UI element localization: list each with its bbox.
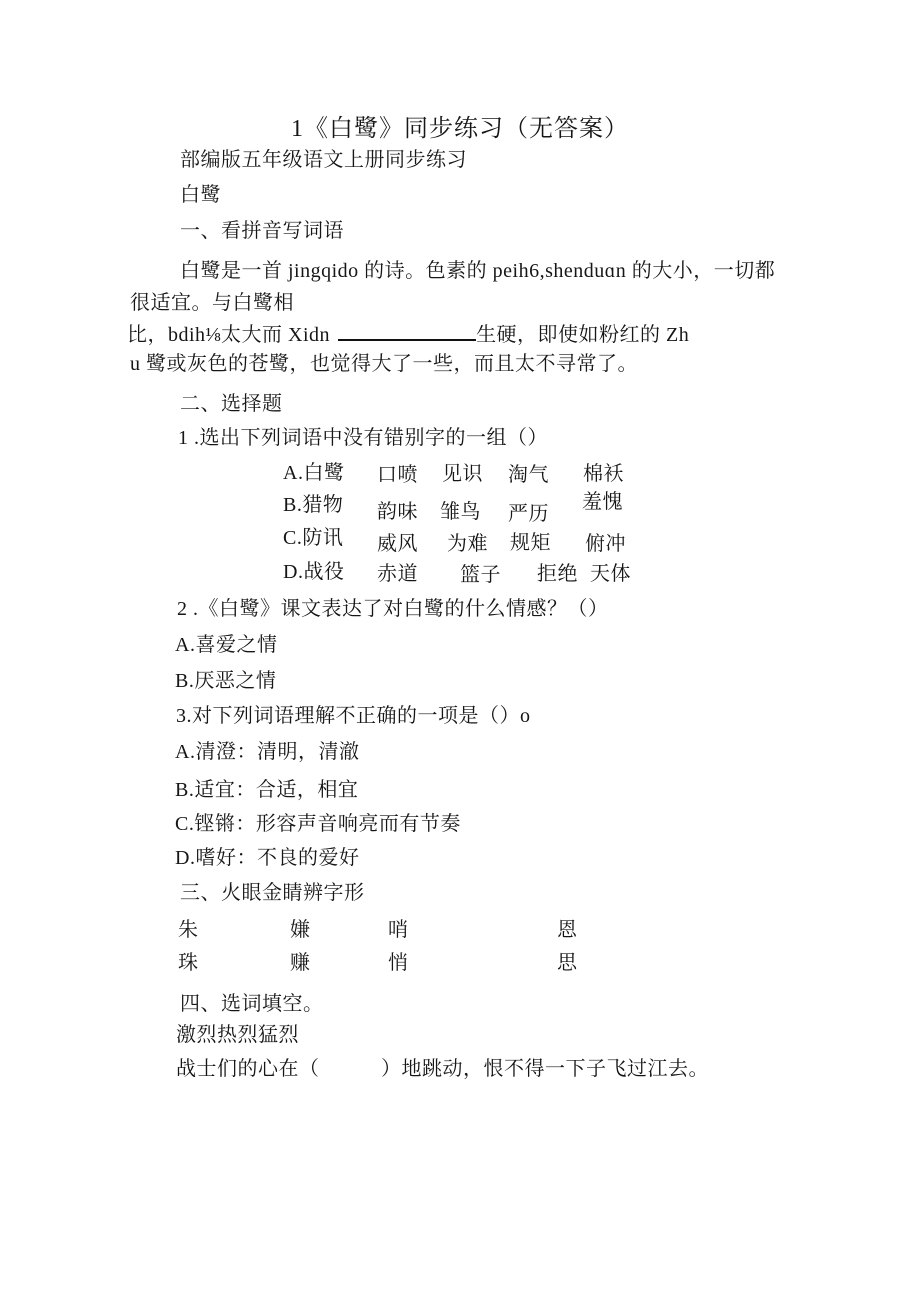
section-three-heading: 三、火眼金睛辨字形 (180, 882, 365, 904)
paragraph-line-4: u 鹭或灰色的苍鹭，也觉得大了一些，而且太不寻常了。 (130, 353, 638, 375)
paragraph-line-2: 很适宜。与白鹭相 (130, 292, 294, 314)
option-cell: A.白鹭 (283, 462, 345, 484)
question-3-option-c: C.铿锵：形容声音响亮而有节奏 (175, 813, 461, 835)
lesson-title: 白鹭 (180, 184, 221, 206)
fill-in-sentence: 战士们的心在（ ）地跳动，恨不得一下子飞过江去。 (176, 1058, 709, 1080)
character-cell: 哨 (388, 919, 409, 941)
question-3-option-b: B.适宜：合适，相宜 (175, 779, 359, 801)
question-2-option-b: B.厌恶之情 (175, 670, 277, 692)
option-cell: 雏鸟 (440, 501, 481, 523)
question-1-option-row-b (283, 491, 683, 525)
question-1-option-row-c (283, 527, 683, 553)
option-cell: 见识 (442, 463, 483, 485)
section-one-heading: 一、看拼音写词语 (180, 220, 344, 242)
option-cell: B.猎物 (283, 494, 344, 516)
word-bank: 激烈热烈猛烈 (176, 1024, 299, 1046)
page-title: 1《白鹭》同步练习（无答案） (291, 116, 629, 142)
option-cell: 篮子 (460, 564, 501, 586)
question-3-option-a: A.清澄：清明，清澈 (175, 741, 360, 763)
character-cell: 恩 (557, 919, 578, 941)
character-cell: 珠 (178, 952, 199, 974)
option-cell: 韵味 (377, 501, 418, 523)
question-1-stem: 1 .选出下列词语中没有错别字的一组（） (178, 427, 548, 449)
paragraph-line-3-text-after: 生硬，即使如粉红的 Zh (476, 324, 690, 346)
option-cell: 天体 (590, 563, 631, 585)
section-four-heading: 四、选词填空。 (180, 993, 324, 1015)
question-1-option-row-d (283, 561, 683, 587)
option-cell: 棉袄 (583, 463, 624, 485)
character-cell: 朱 (178, 919, 199, 941)
character-row-2 (178, 952, 678, 976)
subtitle: 部编版五年级语文上册同步练习 (180, 149, 467, 171)
question-2-option-a: A.喜爱之情 (175, 634, 278, 656)
option-cell: D.战役 (283, 561, 345, 583)
section-two-heading: 二、选择题 (180, 393, 283, 415)
question-1-option-row-a (283, 462, 683, 488)
paragraph-line-3 (127, 321, 689, 347)
option-cell: 口喷 (377, 464, 418, 486)
paragraph-line-1: 白鹭是一首 jingqido 的诗。色素的 peih6,shenduɑn 的大小，一切都 (180, 260, 776, 282)
option-cell: 俯冲 (585, 533, 626, 555)
option-cell: 羞愧 (582, 491, 623, 513)
paragraph-line-3-text-before: 比，bdih⅛太大而 Xidn (127, 324, 331, 346)
option-cell: 赤道 (377, 563, 418, 585)
character-cell: 思 (557, 952, 578, 974)
fill-in-blank-line (338, 321, 476, 341)
option-cell: 严历 (508, 503, 549, 525)
question-3-stem: 3.对下列词语理解不正确的一项是（）o (176, 705, 531, 727)
character-cell: 赚 (290, 952, 311, 974)
character-cell: 嫌 (290, 919, 311, 941)
option-cell: C.防讯 (283, 527, 344, 549)
question-2-stem: 2 .《白鹭》课文表达了对白鹭的什么情感？（） (177, 598, 609, 620)
option-cell: 威风 (377, 533, 418, 555)
option-cell: 拒绝 (537, 563, 578, 585)
option-cell: 淘气 (508, 464, 549, 486)
option-cell: 规矩 (510, 532, 551, 554)
character-cell: 悄 (388, 952, 409, 974)
character-row-1 (178, 919, 678, 943)
question-3-option-d: D.嗜好：不良的爱好 (175, 847, 360, 869)
option-cell: 为难 (447, 533, 488, 555)
